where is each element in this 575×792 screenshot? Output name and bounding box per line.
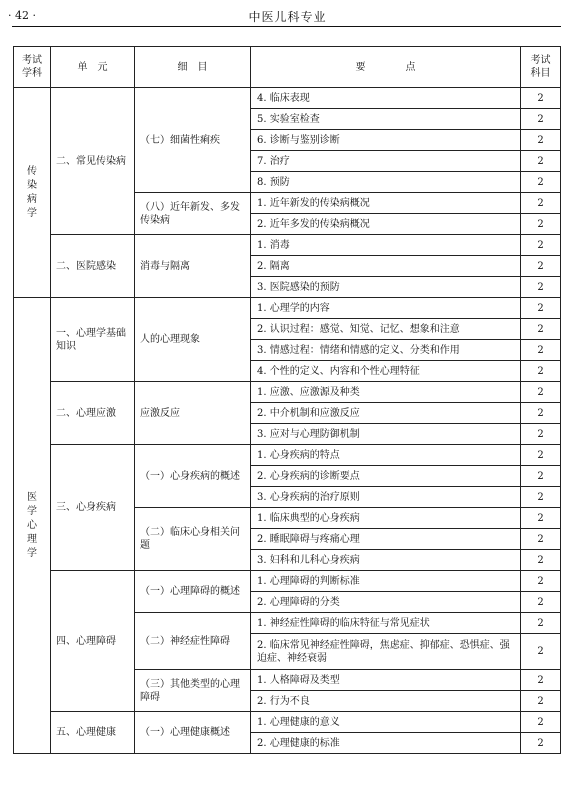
syllabus-table	[13, 46, 561, 754]
exam-level-cell: 2	[521, 298, 561, 319]
exam-level-cell: 2	[521, 130, 561, 151]
point-cell: 1. 心身疾病的特点	[251, 445, 521, 466]
exam-level-cell: 2	[521, 508, 561, 529]
exam-level-cell: 2	[521, 571, 561, 592]
topic-cell: （一）心理障碍的概述	[135, 571, 251, 613]
subject-name: 传染病学	[27, 165, 37, 219]
point-cell: 1. 近年新发的传染病概况	[251, 193, 521, 214]
point-cell: 3. 医院感染的预防	[251, 277, 521, 298]
topic-cell: （二）神经症性障碍	[135, 613, 251, 670]
point-cell: 2. 认识过程：感觉、知觉、记忆、想象和注意	[251, 319, 521, 340]
unit-cell: 二、常见传染病	[51, 88, 135, 235]
point-cell: 2. 中介机制和应激反应	[251, 403, 521, 424]
table-row	[14, 382, 561, 403]
exam-level-cell: 2	[521, 487, 561, 508]
topic-cell: （一）心身疾病的概述	[135, 445, 251, 508]
exam-level-cell: 2	[521, 403, 561, 424]
unit-cell: 三、心身疾病	[51, 445, 135, 571]
exam-level-cell: 2	[521, 340, 561, 361]
point-cell: 6. 诊断与鉴别诊断	[251, 130, 521, 151]
point-cell: 3. 妇科和儿科心身疾病	[251, 550, 521, 571]
point-cell: 5. 实验室检查	[251, 109, 521, 130]
exam-level-cell: 2	[521, 712, 561, 733]
exam-level-cell: 2	[521, 88, 561, 109]
table-row	[14, 571, 561, 592]
point-cell: 3. 应对与心理防御机制	[251, 424, 521, 445]
table-body	[14, 88, 561, 754]
unit-cell: 五、心理健康	[51, 712, 135, 754]
exam-level-cell: 2	[521, 445, 561, 466]
point-cell: 1. 神经症性障碍的临床特征与常见症状	[251, 613, 521, 634]
topic-cell: 消毒与隔离	[135, 235, 251, 298]
column-header-exam-level: 考试科目	[521, 47, 561, 88]
point-cell: 1. 临床典型的心身疾病	[251, 508, 521, 529]
table-row	[14, 298, 561, 319]
column-header-points: 要 点	[251, 47, 521, 88]
point-cell: 1. 应激、应激源及种类	[251, 382, 521, 403]
table-row	[14, 445, 561, 466]
exam-level-cell: 2	[521, 733, 561, 754]
exam-level-cell: 2	[521, 277, 561, 298]
exam-level-cell: 2	[521, 193, 561, 214]
column-header-subject: 考试学科	[14, 47, 51, 88]
table-row	[14, 712, 561, 733]
exam-level-cell: 2	[521, 151, 561, 172]
exam-level-cell: 2	[521, 634, 561, 670]
subject-name: 医学心理学	[27, 491, 37, 559]
table-row	[14, 235, 561, 256]
point-cell: 2. 心理健康的标准	[251, 733, 521, 754]
point-cell: 2. 隔离	[251, 256, 521, 277]
topic-cell: （八）近年新发、多发传染病	[135, 193, 251, 235]
topic-cell: 人的心理现象	[135, 298, 251, 382]
point-cell: 8. 预防	[251, 172, 521, 193]
exam-level-cell: 2	[521, 361, 561, 382]
point-cell: 1. 人格障碍及类型	[251, 670, 521, 691]
table-row	[14, 88, 561, 109]
point-cell: 1. 心理障碍的判断标准	[251, 571, 521, 592]
exam-level-cell: 2	[521, 256, 561, 277]
point-cell: 1. 心理健康的意义	[251, 712, 521, 733]
point-cell: 2. 临床常见神经症性障碍，焦虑症、抑郁症、恐惧症、强迫症、神经衰弱	[251, 634, 521, 670]
exam-level-cell: 2	[521, 466, 561, 487]
point-cell: 2. 睡眠障碍与疼痛心理	[251, 529, 521, 550]
point-cell: 1. 心理学的内容	[251, 298, 521, 319]
exam-level-cell: 2	[521, 550, 561, 571]
point-cell: 3. 心身疾病的治疗原则	[251, 487, 521, 508]
page-number: · 42 ·	[8, 9, 36, 22]
column-header-topic: 细 目	[135, 47, 251, 88]
exam-level-cell: 2	[521, 172, 561, 193]
exam-level-cell: 2	[521, 691, 561, 712]
topic-cell: （一）心理健康概述	[135, 712, 251, 754]
table-header-row	[14, 47, 561, 88]
exam-level-cell: 2	[521, 670, 561, 691]
point-cell: 4. 临床表现	[251, 88, 521, 109]
exam-level-cell: 2	[521, 529, 561, 550]
topic-cell: （七）细菌性痢疾	[135, 88, 251, 193]
unit-cell: 一、心理学基础知识	[51, 298, 135, 382]
subject-cell	[14, 298, 51, 754]
subject-cell	[14, 88, 51, 298]
topic-cell: 应激反应	[135, 382, 251, 445]
exam-level-cell: 2	[521, 424, 561, 445]
exam-level-cell: 2	[521, 235, 561, 256]
unit-cell: 二、医院感染	[51, 235, 135, 298]
exam-level-cell: 2	[521, 592, 561, 613]
point-cell: 2. 近年多发的传染病概况	[251, 214, 521, 235]
exam-level-cell: 2	[521, 382, 561, 403]
exam-level-cell: 2	[521, 214, 561, 235]
point-cell: 1. 消毒	[251, 235, 521, 256]
unit-cell: 二、心理应激	[51, 382, 135, 445]
point-cell: 4. 个性的定义、内容和个性心理特征	[251, 361, 521, 382]
point-cell: 2. 心理障碍的分类	[251, 592, 521, 613]
topic-cell: （三）其他类型的心理障碍	[135, 670, 251, 712]
point-cell: 2. 行为不良	[251, 691, 521, 712]
unit-cell: 四、心理障碍	[51, 571, 135, 712]
exam-level-cell: 2	[521, 109, 561, 130]
exam-level-cell: 2	[521, 319, 561, 340]
exam-level-cell: 2	[521, 613, 561, 634]
point-cell: 7. 治疗	[251, 151, 521, 172]
topic-cell: （二）临床心身相关问题	[135, 508, 251, 571]
point-cell: 3. 情感过程：情绪和情感的定义、分类和作用	[251, 340, 521, 361]
point-cell: 2. 心身疾病的诊断要点	[251, 466, 521, 487]
page-header-title: 中医儿科专业	[248, 10, 327, 24]
header-rule	[12, 26, 561, 27]
column-header-unit: 单 元	[51, 47, 135, 88]
